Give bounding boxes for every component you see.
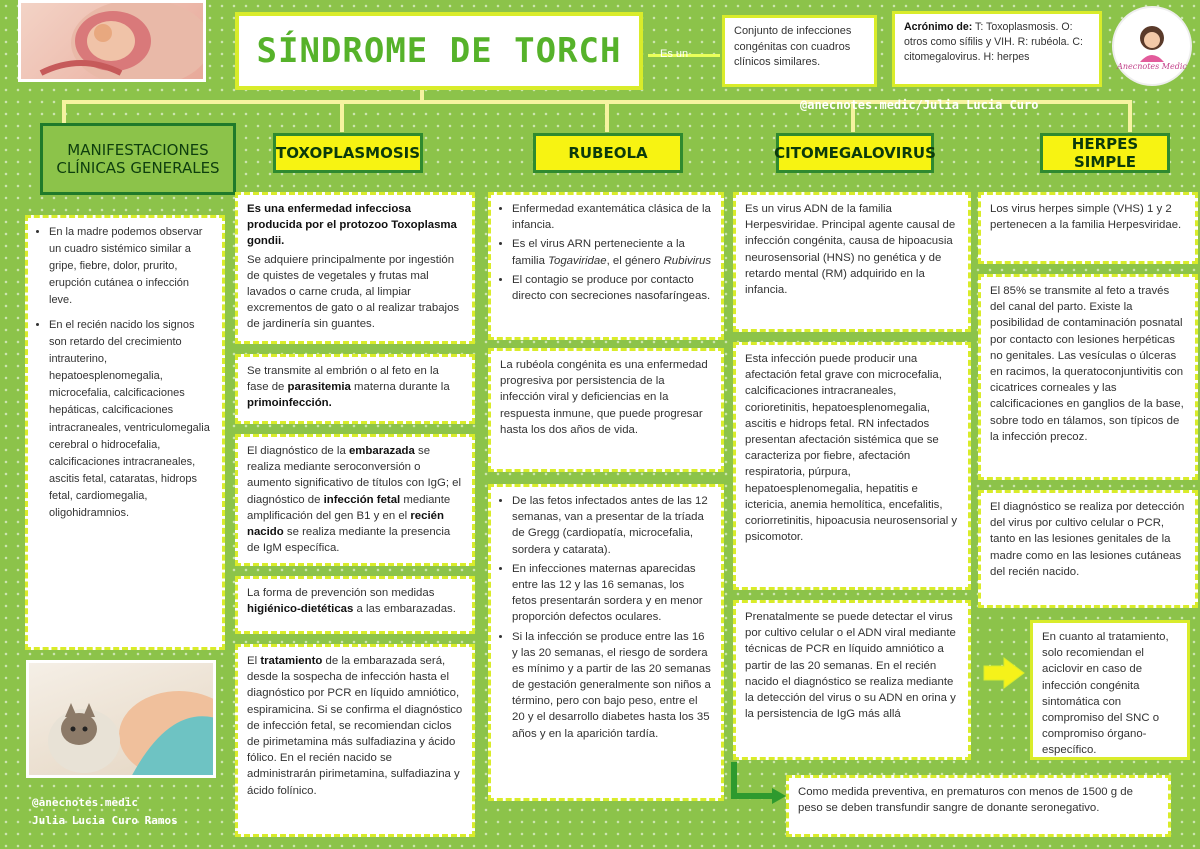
cmv-box-3: [733, 600, 971, 760]
rubeola-semana-20: • Si la infección se produce entre las 16 y las 20 semanas, el riesgo de sordera es mínimo y a partir de las 20 semanas de gestación generalmente son niños a término, pero con bajo peso, entre el 20 y el desarrollo diabetes hasta los 35 años y en la aparición tardía.: [512, 629, 712, 742]
manifestaciones-item-2: • En el recién nacido los signos son retardo del crecimiento intrauterino, hepatoesplenomegalia, microcefalia, calcificaciones hepáticas, calcificaciones intracraneales, ventriculomegalia cerebral o hidrocefalia, calcificaciones intracraneales, ascitis fetal, cataratas, hidrops fetal, cardiomegalia, oligohidramnios.: [49, 317, 213, 522]
header-toxo-label: TOXOPLASMOSIS: [275, 144, 421, 162]
herpes-transmision: El 85% se transmite al feto a través del canal del parto. Existe la posibilidad de contaminación posnatal por contacto con lesiones herpéticas no genitales. Las vesículas o úlceras en racimos, la queratoconjuntivitis con cicatrices corneales y las calcificaciones en ganglios de la base, sobre todo en tálamos, son típicos de la infección precoz.: [990, 285, 1184, 443]
cmv-diagnostico: Prenatalmente se puede detectar el virus por cultivo celular o el ADN viral mediante técnicas de PCR en líquido amniótico a partir de las 20 semanas. En el recién nacido el diagnóstico se realiza mediante la detección del virus o su ADN en orina y la persistencia de IgG más allá: [745, 611, 956, 721]
toxo-b3-t3: se realiza mediante la presencia de IgM específica.: [247, 525, 451, 555]
toxo-b5-pre: El: [247, 655, 258, 667]
toxo-definition: Es una enfermedad infecciosa producida por el protozoo Toxoplasma gondii.: [247, 203, 457, 248]
toxo-b4-pre: La forma de prevención son medidas: [247, 587, 435, 599]
toxo-b3-pre: El diagnóstico de la: [247, 445, 346, 457]
header-cmv-label: CITOMEGALOVIRUS: [774, 144, 936, 162]
pregnant-cat-photo: [26, 660, 216, 778]
title-box: [235, 12, 643, 90]
toxo-b2-pre: Se transmite al embrión o al feto en la fase de: [247, 365, 439, 394]
arrow-right-icon: [982, 656, 1026, 690]
rubeola-item-1: • Enfermedad exantemática clásica de la infancia.: [512, 201, 712, 233]
toxo-box-1: [235, 192, 475, 344]
toxo-b2-parasitemia: parasitemia: [287, 381, 351, 394]
header-herpes-label: HERPES SIMPLE: [1071, 135, 1139, 171]
definition-box: [722, 15, 877, 87]
anatomy-photo: [18, 0, 206, 82]
connector-herpes: [1128, 100, 1132, 132]
connector-rubeola: [605, 100, 609, 132]
toxo-b2-primoinfeccion: primoinfección.: [247, 397, 332, 410]
toxo-b4-post: a las embarazadas.: [356, 603, 456, 616]
credit-top: @anecnotes.medic/Julia Lucia Curo: [800, 98, 1039, 112]
herpes-box-2: [978, 274, 1198, 480]
cmv-afectacion: Esta infección puede producir una afectación fetal grave con microcefalia, calcificaciones intracraneales, corioretinitis, hepatoesplenomegalia, ascitis e hidrops fetal. RN infectados presentan afectación sistémica que se caracteriza por fiebre, afectación respiratoria, púrpura, hepatoesplenomegalia, hepatitis e ictericia, anemia hemolítica, encefalitis, coriorretinitis, hipoacusia neurosensorial y psicomotor.: [745, 353, 958, 544]
toxo-b4-higienico: higiénico-dietéticas: [247, 603, 354, 616]
page-title: SÍNDROME DE TORCH: [256, 31, 622, 71]
herpes-tratamiento: En cuanto al tratamiento, solo recomiendan el aciclovir en caso de infección congénita sintomática con compromiso del SNC o compromiso órgano-específico.: [1042, 631, 1169, 757]
rubeola-item-3: • El contagio se produce por contacto directo con secreciones nasofaríngeas.: [512, 272, 712, 304]
toxo-box-3: [235, 434, 475, 566]
pregnant-woman-cat-illustration: [29, 663, 216, 778]
header-rubeola: [533, 133, 683, 173]
es-un-label: Es un: [660, 48, 689, 60]
rubeola-semana-12: • De las fetos infectados antes de las 12 semanas, van a presentar de la tríada de Gregg (cardiopatía, microcefalia, sordera y catarata).: [512, 493, 712, 558]
rubeola-item-2-pre: Es el virus ARN perteneciente a la familia: [512, 238, 685, 267]
rubeola-congenita: La rubéola congénita es una enfermedad progresiva por persistencia de la infección viral y deficiencias en la respuesta inmune, que puede progresar hasta los dos años de vida.: [500, 359, 708, 436]
rubeola-item-2: [512, 236, 712, 268]
cmv-box-4: [786, 775, 1171, 837]
herpes-definition: Los virus herpes simple (VHS) 1 y 2 pertenecen a la familia Herpesviridae.: [990, 203, 1182, 232]
acronym-text: T: Toxoplasmosis. O: otros como sífilis y VIH. R: rubéola. C: citomegalovirus. H: herpes: [904, 21, 1083, 64]
toxo-box-5: [235, 644, 475, 837]
toxo-b5-tratamiento: tratamiento: [260, 655, 323, 667]
toxo-b5-text: de la embarazada será, desde la sospecha de infección hasta el diagnóstico por PCR en líquido amniótico, espiramicina. Si se confirma el diagnóstico de infección fetal, se recomiendan ciclos de pirimetamina más sulfadiazina y ácido fólico. En el recién nacido se administrarán pirimetamina, sulfadiazina y ácido folínico.: [247, 655, 463, 797]
toxo-b3-t1: se realiza mediante seroconversión o aumento significativo de títulos con IgG; el diagnóstico de: [247, 445, 462, 506]
acronym-box: [892, 11, 1102, 87]
herpes-box-4: [1030, 620, 1190, 760]
rubeola-box-1: [488, 192, 724, 340]
toxo-transmission: Se adquiere principalmente por ingestión de quistes de vegetales y frutas mal lavados o carne cruda, al limpiar excrementos de gato o al realizar trabajos de jardinería sin guantes.: [247, 253, 460, 331]
cmv-box-1: [733, 192, 971, 332]
toxo-b3-embarazada: embarazada: [348, 445, 415, 457]
rubeola-box-3: [488, 484, 724, 801]
credit-bottom-2: Julia Lucia Curo Ramos: [32, 814, 178, 827]
toxo-b3-infeccion-fetal: infección fetal: [323, 493, 401, 506]
connector-title: [420, 90, 424, 102]
cmv-definition: Es un virus ADN de la familia Herpesviridae. Principal agente causal de infección congénita, causa de hipoacusia neurosensorial (HNS) no genética y de retardo mental (RM) adquirido en la infancia.: [745, 203, 956, 296]
rubeola-semana-16: • En infecciones maternas aparecidas entre las 12 y las 16 semanas, los fetos presentarán sordera y en menor proporción defectos oculares.: [512, 561, 712, 626]
header-rubeola-label: RUBEOLA: [568, 144, 648, 162]
toxo-box-4: [235, 576, 475, 634]
toxo-b2-mid: materna durante la: [354, 381, 450, 394]
herpes-diagnostico: El diagnóstico se realiza por detección del virus por cultivo celular o PCR, tanto en las lesiones genitales de la madre como en las lesiones cutáneas del recién nacido.: [990, 501, 1185, 578]
rubeola-item-2-mid: , el género: [606, 254, 661, 267]
l-arrow-icon: [728, 762, 790, 806]
logo-text: Anecnotes Medic: [1117, 61, 1187, 71]
header-toxo: [273, 133, 423, 173]
rubeola-box-2: [488, 348, 724, 472]
toxo-box-2: [235, 354, 475, 424]
manifestaciones-item-1: • En la madre podemos observar un cuadro sistémico similar a gripe, fiebre, dolor, prurito, erupción cutánea o infección leve.: [49, 224, 213, 309]
manifestaciones-box: [25, 215, 225, 650]
definition-text: Conjunto de infecciones congénitas con cuadros clínicos similares.: [734, 25, 852, 69]
header-manifestaciones: [40, 123, 236, 195]
rubeola-rubivirus: Rubivirus: [663, 254, 712, 267]
herpes-box-1: [978, 192, 1198, 264]
cmv-box-2: [733, 342, 971, 590]
header-cmv: [776, 133, 934, 173]
header-herpes: [1040, 133, 1170, 173]
herpes-box-3: [978, 490, 1198, 608]
rubeola-togaviridae: Togaviridae: [548, 254, 607, 267]
connector-toxo: [340, 100, 344, 132]
doctor-avatar-icon: [1132, 22, 1172, 62]
acronym-label: Acrónimo de:: [904, 21, 973, 33]
pregnancy-anatomy-illustration: [21, 3, 206, 82]
logo: [1112, 6, 1192, 86]
toxo-b3-t2: mediante amplificación del gen B1 y en el: [247, 493, 451, 522]
header-manifestaciones-label: MANIFESTACIONES CLÍNICAS GENERALES: [56, 141, 220, 177]
credit-bottom-1: @anecnotes.medic: [32, 796, 138, 809]
cmv-prevencion: Como medida preventiva, en prematuros con menos de 1500 g de peso se deben transfundir sangre de donante seronegativo.: [798, 786, 1133, 815]
toxo-b3-recien-nacido: recién nacido: [247, 509, 444, 538]
connector-manifestaciones: [62, 100, 66, 124]
